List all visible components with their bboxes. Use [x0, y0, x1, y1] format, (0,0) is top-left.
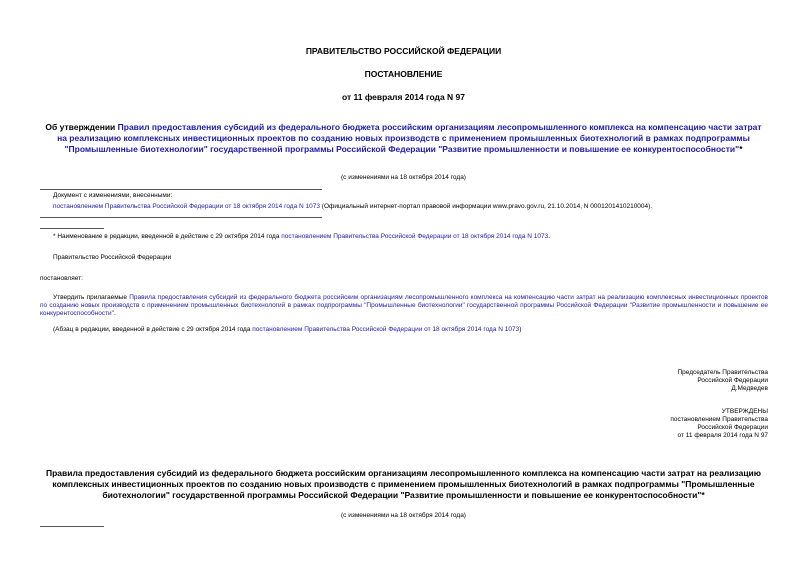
divider [40, 189, 322, 190]
footnote-divider [40, 228, 104, 229]
paragraph-amendment [53, 326, 521, 334]
footnote-text: * Наименование в редакции, введенной в действие с 29 октября 2014 года [53, 233, 282, 240]
decree-title-suffix: * [739, 144, 743, 154]
bottom-divider [40, 526, 104, 527]
rules-title: Правила предоставления субсидий из федерального бюджета российским организациям лесопромышленного комплекса на компенсацию части затрат на реализацию комплексных инвестиционных проектов по созданию новых производств с применением промышленных биотехнологий в рамках подпрограммы "Промышленные биотехнологии" государственной программы Российской Федерации "Развитие промышленности и повышение ее конкурентоспособности"* [45, 468, 762, 500]
abzac-prefix: (Абзац в редакции, введенной в действие с 29 октября 2014 года [53, 326, 253, 333]
changes-heading: Документ с изменениями, внесенными: [53, 192, 173, 199]
footnote-end: . [548, 233, 551, 240]
document-type: ПОСТАНОВЛЕНИЕ [364, 69, 443, 79]
approved-country: Российской Федерации [697, 424, 768, 431]
document-date-number: от 11 февраля 2014 года N 97 [342, 92, 465, 102]
signature-name: Д.Медведев [731, 385, 768, 392]
approved-by: постановлением Правительства [670, 416, 768, 423]
changes-line [53, 203, 773, 211]
rules-amendment-note: (с изменениями на 18 октября 2014 года) [341, 512, 466, 519]
decree-title [40, 122, 767, 155]
approved-rules-link[interactable]: Правила предоставления субсидий из федерального бюджета российским организациям лесопромышленного комплекса на компенсацию части затрат на реализацию комплексных инвестиционных проектов по созданию новых производств с применением промышленных биотехнологий в рамках подпрограммы "Промышленные биотехнологии" государственной программы Российской Федерации "Развитие промышленности и повышение ее конкурентоспособности" [40, 294, 768, 317]
signature-country: Российской Федерации [697, 377, 768, 384]
amending-decree-link[interactable]: постановлением Правительства Российской Федерации от 18 октября 2014 года N 1073 [53, 203, 320, 210]
approve-paragraph [40, 294, 768, 318]
decrees-word: постановляет: [40, 275, 83, 282]
approve-end: . [113, 310, 116, 317]
footnote [53, 233, 550, 241]
approved-date: от 11 февраля 2014 года N 97 [677, 432, 768, 439]
decree-title-prefix: Об утверждении [45, 122, 118, 132]
amendment-note: (с изменениями на 18 октября 2014 года) [341, 174, 466, 181]
rules-link[interactable]: Правил предоставления субсидий из федерального бюджета российским организациям лесопромышленного комплекса на компенсацию части затрат на реализацию комплексных инвестиционных проектов по созданию новых производств с применением промышленных биотехнологий в рамках подпрограммы "Промышленные биотехнологии" государственной программы Российской Федерации "Развитие промышленности и повышение ее конкурентоспособности" [57, 122, 762, 154]
signature-block [677, 369, 768, 393]
signature-position: Председатель Правительства [677, 369, 768, 376]
divider [40, 217, 322, 218]
issuer: Правительство Российской Федерации [53, 254, 172, 261]
abzac-end: ) [519, 326, 522, 333]
approved-label: УТВЕРЖДЕНЫ [721, 408, 768, 415]
approve-prefix: Утвердить прилагаемые [53, 294, 130, 301]
changes-source: (Официальный интернет-портал правовой информации www.pravo.gov.ru, 21.10.2014, N 0001201410210004). [319, 203, 653, 210]
approval-stamp [670, 408, 768, 440]
government-name: ПРАВИТЕЛЬСТВО РОССИЙСКОЙ ФЕДЕРАЦИИ [305, 46, 502, 56]
footnote-decree-link[interactable]: постановлением Правительства Российской Федерации от 18 октября 2014 года N 1073 [281, 233, 549, 240]
abzac-decree-link[interactable]: постановлением Правительства Российской Федерации от 18 октября 2014 года N 1073 [252, 326, 520, 333]
